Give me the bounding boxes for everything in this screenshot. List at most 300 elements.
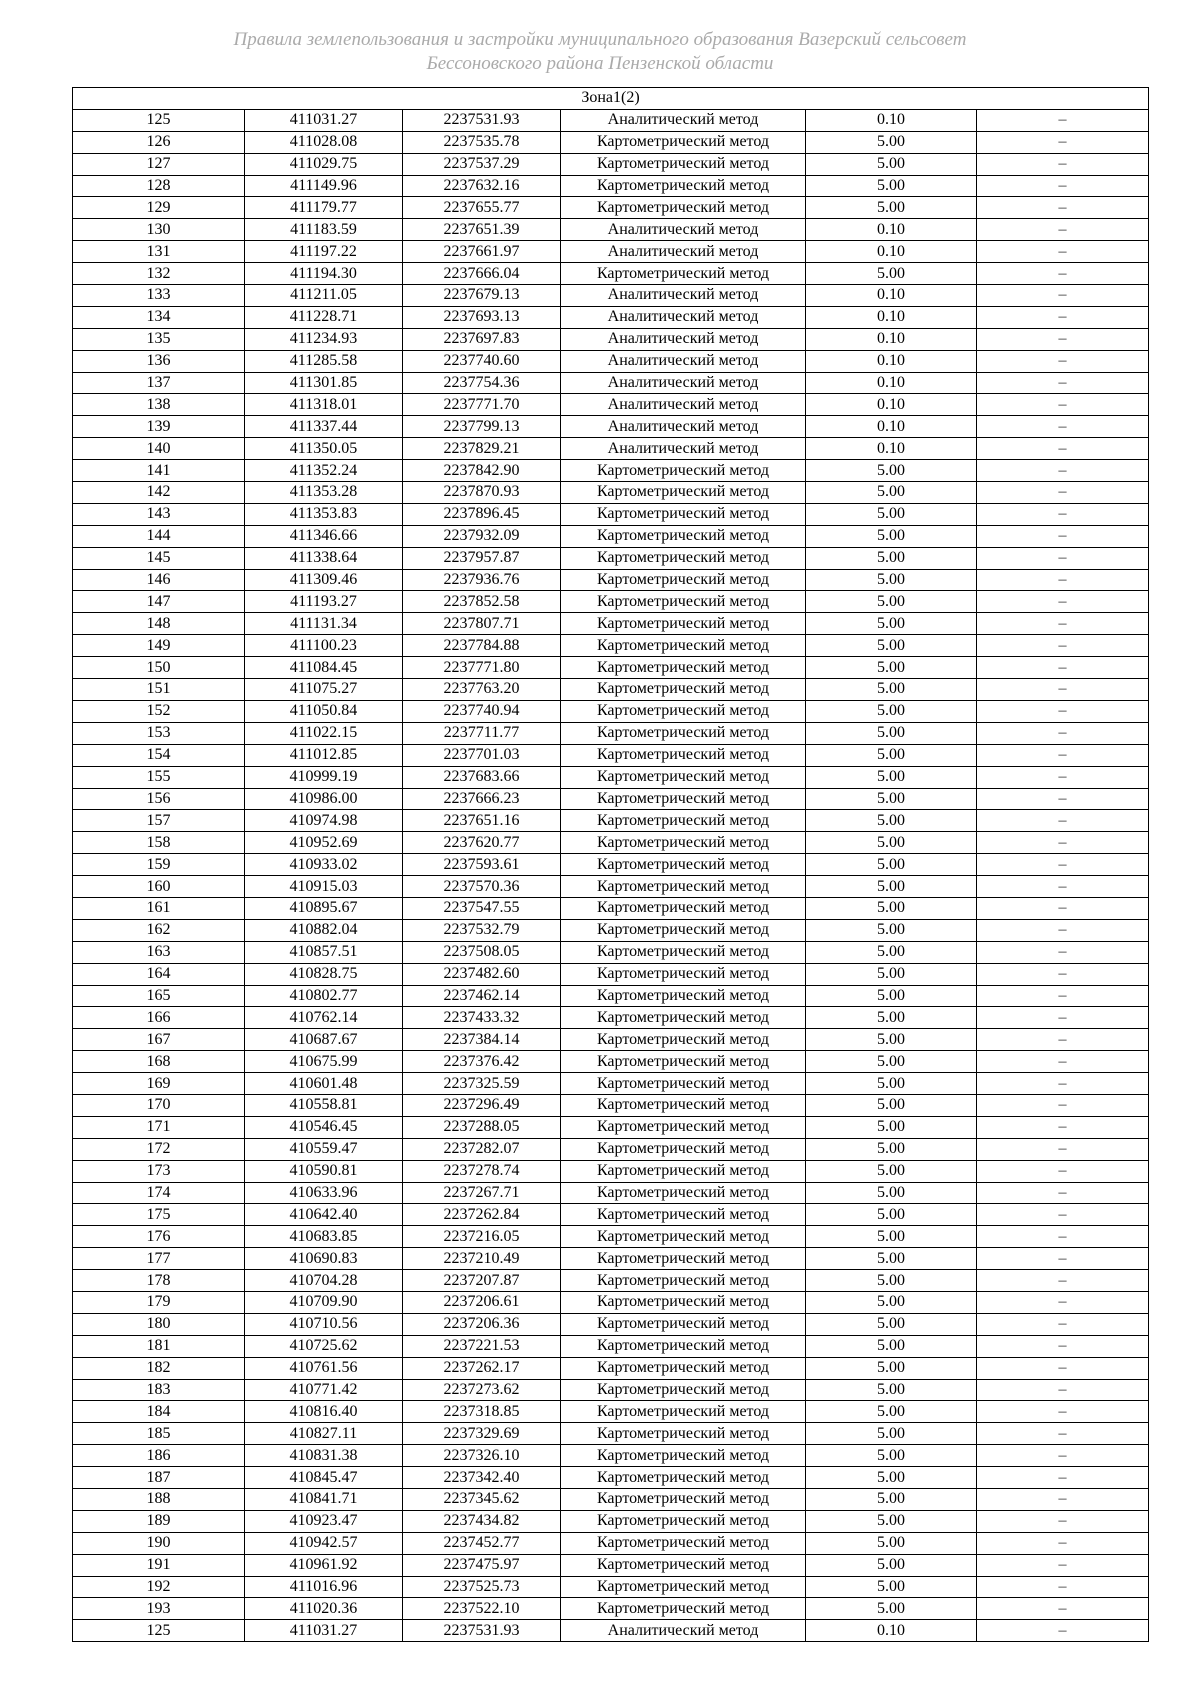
method-cell: Картометрический метод <box>561 744 806 766</box>
table-row <box>73 1335 1149 1357</box>
point-number-cell: 151 <box>73 679 245 701</box>
note-cell: – <box>977 1335 1149 1357</box>
note-cell: – <box>977 1445 1149 1467</box>
note-cell: – <box>977 263 1149 285</box>
table-row <box>73 876 1149 898</box>
x-coordinate-cell: 411149.96 <box>245 175 403 197</box>
point-number-cell: 189 <box>73 1510 245 1532</box>
point-number-cell: 133 <box>73 285 245 307</box>
accuracy-cell: 0.10 <box>806 350 977 372</box>
y-coordinate-cell: 2237651.39 <box>403 219 561 241</box>
header-line-1: Правила землепользования и застройки муниципального образования Вазерский сельсовет <box>233 29 967 50</box>
method-cell: Картометрический метод <box>561 1182 806 1204</box>
method-cell: Картометрический метод <box>561 1576 806 1598</box>
table-row <box>73 766 1149 788</box>
y-coordinate-cell: 2237278.74 <box>403 1160 561 1182</box>
x-coordinate-cell: 411016.96 <box>245 1576 403 1598</box>
accuracy-cell: 5.00 <box>806 1291 977 1313</box>
method-cell: Картометрический метод <box>561 679 806 701</box>
table-row <box>73 854 1149 876</box>
point-number-cell: 156 <box>73 788 245 810</box>
x-coordinate-cell: 410675.99 <box>245 1051 403 1073</box>
point-number-cell: 163 <box>73 941 245 963</box>
note-cell: – <box>977 679 1149 701</box>
y-coordinate-cell: 2237771.70 <box>403 394 561 416</box>
x-coordinate-cell: 410895.67 <box>245 897 403 919</box>
accuracy-cell: 5.00 <box>806 1423 977 1445</box>
note-cell: – <box>977 1073 1149 1095</box>
y-coordinate-cell: 2237318.85 <box>403 1401 561 1423</box>
note-cell: – <box>977 985 1149 1007</box>
method-cell: Картометрический метод <box>561 1313 806 1335</box>
method-cell: Картометрический метод <box>561 700 806 722</box>
x-coordinate-cell: 411337.44 <box>245 416 403 438</box>
point-number-cell: 143 <box>73 503 245 525</box>
x-coordinate-cell: 411020.36 <box>245 1598 403 1620</box>
table-row <box>73 788 1149 810</box>
method-cell: Картометрический метод <box>561 1291 806 1313</box>
point-number-cell: 169 <box>73 1073 245 1095</box>
method-cell: Картометрический метод <box>561 985 806 1007</box>
note-cell: – <box>977 1620 1149 1642</box>
accuracy-cell: 5.00 <box>806 1226 977 1248</box>
note-cell: – <box>977 175 1149 197</box>
method-cell: Картометрический метод <box>561 963 806 985</box>
y-coordinate-cell: 2237661.97 <box>403 241 561 263</box>
note-cell: – <box>977 635 1149 657</box>
x-coordinate-cell: 410558.81 <box>245 1094 403 1116</box>
y-coordinate-cell: 2237896.45 <box>403 503 561 525</box>
table-row <box>73 832 1149 854</box>
y-coordinate-cell: 2237206.61 <box>403 1291 561 1313</box>
note-cell: – <box>977 1116 1149 1138</box>
x-coordinate-cell: 410546.45 <box>245 1116 403 1138</box>
x-coordinate-cell: 410710.56 <box>245 1313 403 1335</box>
accuracy-cell: 5.00 <box>806 1489 977 1511</box>
x-coordinate-cell: 410816.40 <box>245 1401 403 1423</box>
accuracy-cell: 5.00 <box>806 766 977 788</box>
note-cell: – <box>977 285 1149 307</box>
method-cell: Картометрический метод <box>561 1467 806 1489</box>
accuracy-cell: 5.00 <box>806 1357 977 1379</box>
table-row <box>73 1357 1149 1379</box>
point-number-cell: 130 <box>73 219 245 241</box>
method-cell: Картометрический метод <box>561 1029 806 1051</box>
y-coordinate-cell: 2237697.83 <box>403 328 561 350</box>
x-coordinate-cell: 410999.19 <box>245 766 403 788</box>
note-cell: – <box>977 832 1149 854</box>
y-coordinate-cell: 2237711.77 <box>403 722 561 744</box>
point-number-cell: 183 <box>73 1379 245 1401</box>
table-row <box>73 350 1149 372</box>
point-number-cell: 144 <box>73 525 245 547</box>
method-cell: Аналитический метод <box>561 219 806 241</box>
y-coordinate-cell: 2237936.76 <box>403 569 561 591</box>
accuracy-cell: 5.00 <box>806 1116 977 1138</box>
accuracy-cell: 5.00 <box>806 503 977 525</box>
point-number-cell: 185 <box>73 1423 245 1445</box>
note-cell: – <box>977 350 1149 372</box>
table-row <box>73 1226 1149 1248</box>
table-row <box>73 1423 1149 1445</box>
note-cell: – <box>977 460 1149 482</box>
accuracy-cell: 5.00 <box>806 1094 977 1116</box>
table-row <box>73 569 1149 591</box>
y-coordinate-cell: 2237852.58 <box>403 591 561 613</box>
note-cell: – <box>977 197 1149 219</box>
point-number-cell: 131 <box>73 241 245 263</box>
x-coordinate-cell: 410915.03 <box>245 876 403 898</box>
table-row <box>73 241 1149 263</box>
x-coordinate-cell: 411301.85 <box>245 372 403 394</box>
coordinates-table <box>72 87 1149 1642</box>
note-cell: – <box>977 219 1149 241</box>
accuracy-cell: 5.00 <box>806 1007 977 1029</box>
x-coordinate-cell: 410845.47 <box>245 1467 403 1489</box>
point-number-cell: 179 <box>73 1291 245 1313</box>
accuracy-cell: 5.00 <box>806 1335 977 1357</box>
method-cell: Картометрический метод <box>561 635 806 657</box>
x-coordinate-cell: 410933.02 <box>245 854 403 876</box>
note-cell: – <box>977 1270 1149 1292</box>
table-row <box>73 1204 1149 1226</box>
table-row <box>73 131 1149 153</box>
point-number-cell: 146 <box>73 569 245 591</box>
point-number-cell: 141 <box>73 460 245 482</box>
table-row <box>73 722 1149 744</box>
table-row <box>73 328 1149 350</box>
y-coordinate-cell: 2237870.93 <box>403 482 561 504</box>
y-coordinate-cell: 2237221.53 <box>403 1335 561 1357</box>
accuracy-cell: 5.00 <box>806 1598 977 1620</box>
method-cell: Картометрический метод <box>561 1554 806 1576</box>
method-cell: Аналитический метод <box>561 350 806 372</box>
note-cell: – <box>977 613 1149 635</box>
note-cell: – <box>977 1598 1149 1620</box>
method-cell: Картометрический метод <box>561 1007 806 1029</box>
point-number-cell: 155 <box>73 766 245 788</box>
method-cell: Картометрический метод <box>561 131 806 153</box>
point-number-cell: 187 <box>73 1467 245 1489</box>
method-cell: Картометрический метод <box>561 1160 806 1182</box>
method-cell: Картометрический метод <box>561 1401 806 1423</box>
y-coordinate-cell: 2237434.82 <box>403 1510 561 1532</box>
point-number-cell: 125 <box>73 1620 245 1642</box>
note-cell: – <box>977 919 1149 941</box>
y-coordinate-cell: 2237296.49 <box>403 1094 561 1116</box>
x-coordinate-cell: 410709.90 <box>245 1291 403 1313</box>
method-cell: Картометрический метод <box>561 1357 806 1379</box>
accuracy-cell: 5.00 <box>806 963 977 985</box>
point-number-cell: 159 <box>73 854 245 876</box>
method-cell: Аналитический метод <box>561 1620 806 1642</box>
table-row <box>73 1510 1149 1532</box>
method-cell: Картометрический метод <box>561 1204 806 1226</box>
note-cell: – <box>977 394 1149 416</box>
table-row <box>73 285 1149 307</box>
accuracy-cell: 5.00 <box>806 1467 977 1489</box>
y-coordinate-cell: 2237632.16 <box>403 175 561 197</box>
accuracy-cell: 5.00 <box>806 744 977 766</box>
method-cell: Картометрический метод <box>561 1051 806 1073</box>
accuracy-cell: 5.00 <box>806 1138 977 1160</box>
note-cell: – <box>977 1291 1149 1313</box>
note-cell: – <box>977 372 1149 394</box>
method-cell: Аналитический метод <box>561 109 806 131</box>
table-row <box>73 547 1149 569</box>
y-coordinate-cell: 2237433.32 <box>403 1007 561 1029</box>
y-coordinate-cell: 2237325.59 <box>403 1073 561 1095</box>
table-row <box>73 591 1149 613</box>
y-coordinate-cell: 2237547.55 <box>403 897 561 919</box>
accuracy-cell: 5.00 <box>806 1204 977 1226</box>
accuracy-cell: 5.00 <box>806 788 977 810</box>
accuracy-cell: 5.00 <box>806 131 977 153</box>
method-cell: Картометрический метод <box>561 1489 806 1511</box>
note-cell: – <box>977 1576 1149 1598</box>
accuracy-cell: 5.00 <box>806 919 977 941</box>
method-cell: Аналитический метод <box>561 328 806 350</box>
method-cell: Картометрический метод <box>561 1248 806 1270</box>
table-row <box>73 1313 1149 1335</box>
table-row <box>73 679 1149 701</box>
accuracy-cell: 5.00 <box>806 591 977 613</box>
point-number-cell: 184 <box>73 1401 245 1423</box>
method-cell: Картометрический метод <box>561 1598 806 1620</box>
method-cell: Картометрический метод <box>561 1532 806 1554</box>
table-row <box>73 1554 1149 1576</box>
table-row <box>73 1401 1149 1423</box>
accuracy-cell: 5.00 <box>806 700 977 722</box>
method-cell: Картометрический метод <box>561 722 806 744</box>
table-row <box>73 744 1149 766</box>
note-cell: – <box>977 1226 1149 1248</box>
note-cell: – <box>977 1160 1149 1182</box>
table-row <box>73 1248 1149 1270</box>
method-cell: Картометрический метод <box>561 832 806 854</box>
note-cell: – <box>977 788 1149 810</box>
x-coordinate-cell: 411028.08 <box>245 131 403 153</box>
y-coordinate-cell: 2237531.93 <box>403 1620 561 1642</box>
note-cell: – <box>977 1029 1149 1051</box>
x-coordinate-cell: 411050.84 <box>245 700 403 722</box>
point-number-cell: 154 <box>73 744 245 766</box>
note-cell: – <box>977 131 1149 153</box>
x-coordinate-cell: 410687.67 <box>245 1029 403 1051</box>
y-coordinate-cell: 2237740.60 <box>403 350 561 372</box>
y-coordinate-cell: 2237462.14 <box>403 985 561 1007</box>
method-cell: Картометрический метод <box>561 525 806 547</box>
note-cell: – <box>977 306 1149 328</box>
x-coordinate-cell: 410857.51 <box>245 941 403 963</box>
y-coordinate-cell: 2237679.13 <box>403 285 561 307</box>
point-number-cell: 138 <box>73 394 245 416</box>
note-cell: – <box>977 328 1149 350</box>
y-coordinate-cell: 2237206.36 <box>403 1313 561 1335</box>
y-coordinate-cell: 2237207.87 <box>403 1270 561 1292</box>
table-row <box>73 810 1149 832</box>
y-coordinate-cell: 2237384.14 <box>403 1029 561 1051</box>
point-number-cell: 178 <box>73 1270 245 1292</box>
table-row <box>73 1270 1149 1292</box>
point-number-cell: 132 <box>73 263 245 285</box>
header-line-2: Бессоновского района Пензенской области <box>426 53 774 74</box>
point-number-cell: 193 <box>73 1598 245 1620</box>
accuracy-cell: 5.00 <box>806 1510 977 1532</box>
accuracy-cell: 0.10 <box>806 1620 977 1642</box>
y-coordinate-cell: 2237957.87 <box>403 547 561 569</box>
point-number-cell: 148 <box>73 613 245 635</box>
point-number-cell: 158 <box>73 832 245 854</box>
y-coordinate-cell: 2237666.23 <box>403 788 561 810</box>
point-number-cell: 182 <box>73 1357 245 1379</box>
table-row <box>73 306 1149 328</box>
y-coordinate-cell: 2237740.94 <box>403 700 561 722</box>
accuracy-cell: 0.10 <box>806 306 977 328</box>
y-coordinate-cell: 2237799.13 <box>403 416 561 438</box>
y-coordinate-cell: 2237829.21 <box>403 438 561 460</box>
x-coordinate-cell: 411353.28 <box>245 482 403 504</box>
x-coordinate-cell: 410952.69 <box>245 832 403 854</box>
x-coordinate-cell: 410590.81 <box>245 1160 403 1182</box>
method-cell: Картометрический метод <box>561 1270 806 1292</box>
method-cell: Картометрический метод <box>561 1116 806 1138</box>
note-cell: – <box>977 876 1149 898</box>
table-row <box>73 219 1149 241</box>
table-row <box>73 1489 1149 1511</box>
accuracy-cell: 5.00 <box>806 1401 977 1423</box>
point-number-cell: 147 <box>73 591 245 613</box>
x-coordinate-cell: 411285.58 <box>245 350 403 372</box>
y-coordinate-cell: 2237651.16 <box>403 810 561 832</box>
accuracy-cell: 5.00 <box>806 482 977 504</box>
table-row <box>73 372 1149 394</box>
point-number-cell: 134 <box>73 306 245 328</box>
table-row <box>73 1138 1149 1160</box>
accuracy-cell: 5.00 <box>806 197 977 219</box>
x-coordinate-cell: 411352.24 <box>245 460 403 482</box>
x-coordinate-cell: 410683.85 <box>245 1226 403 1248</box>
table-row <box>73 1598 1149 1620</box>
y-coordinate-cell: 2237508.05 <box>403 941 561 963</box>
accuracy-cell: 5.00 <box>806 569 977 591</box>
table-row <box>73 941 1149 963</box>
x-coordinate-cell: 411194.30 <box>245 263 403 285</box>
point-number-cell: 149 <box>73 635 245 657</box>
x-coordinate-cell: 410601.48 <box>245 1073 403 1095</box>
y-coordinate-cell: 2237532.79 <box>403 919 561 941</box>
y-coordinate-cell: 2237525.73 <box>403 1576 561 1598</box>
x-coordinate-cell: 410761.56 <box>245 1357 403 1379</box>
y-coordinate-cell: 2237932.09 <box>403 525 561 547</box>
point-number-cell: 165 <box>73 985 245 1007</box>
point-number-cell: 170 <box>73 1094 245 1116</box>
table-row <box>73 197 1149 219</box>
note-cell: – <box>977 897 1149 919</box>
accuracy-cell: 0.10 <box>806 438 977 460</box>
method-cell: Картометрический метод <box>561 175 806 197</box>
accuracy-cell: 5.00 <box>806 635 977 657</box>
note-cell: – <box>977 482 1149 504</box>
method-cell: Аналитический метод <box>561 372 806 394</box>
point-number-cell: 150 <box>73 657 245 679</box>
accuracy-cell: 5.00 <box>806 1576 977 1598</box>
point-number-cell: 140 <box>73 438 245 460</box>
point-number-cell: 139 <box>73 416 245 438</box>
x-coordinate-cell: 411012.85 <box>245 744 403 766</box>
method-cell: Картометрический метод <box>561 1226 806 1248</box>
y-coordinate-cell: 2237535.78 <box>403 131 561 153</box>
method-cell: Картометрический метод <box>561 1138 806 1160</box>
method-cell: Картометрический метод <box>561 153 806 175</box>
point-number-cell: 136 <box>73 350 245 372</box>
y-coordinate-cell: 2237216.05 <box>403 1226 561 1248</box>
accuracy-cell: 5.00 <box>806 613 977 635</box>
y-coordinate-cell: 2237784.88 <box>403 635 561 657</box>
y-coordinate-cell: 2237771.80 <box>403 657 561 679</box>
note-cell: – <box>977 854 1149 876</box>
method-cell: Картометрический метод <box>561 788 806 810</box>
note-cell: – <box>977 569 1149 591</box>
point-number-cell: 135 <box>73 328 245 350</box>
x-coordinate-cell: 411346.66 <box>245 525 403 547</box>
accuracy-cell: 5.00 <box>806 1160 977 1182</box>
note-cell: – <box>977 1510 1149 1532</box>
accuracy-cell: 5.00 <box>806 1445 977 1467</box>
x-coordinate-cell: 410974.98 <box>245 810 403 832</box>
method-cell: Аналитический метод <box>561 438 806 460</box>
accuracy-cell: 5.00 <box>806 679 977 701</box>
y-coordinate-cell: 2237262.84 <box>403 1204 561 1226</box>
table-row <box>73 897 1149 919</box>
table-row <box>73 919 1149 941</box>
method-cell: Картометрический метод <box>561 766 806 788</box>
note-cell: – <box>977 1094 1149 1116</box>
method-cell: Картометрический метод <box>561 1445 806 1467</box>
note-cell: – <box>977 1182 1149 1204</box>
accuracy-cell: 5.00 <box>806 1313 977 1335</box>
method-cell: Картометрический метод <box>561 569 806 591</box>
point-number-cell: 175 <box>73 1204 245 1226</box>
x-coordinate-cell: 410704.28 <box>245 1270 403 1292</box>
accuracy-cell: 5.00 <box>806 897 977 919</box>
point-number-cell: 145 <box>73 547 245 569</box>
method-cell: Картометрический метод <box>561 919 806 941</box>
y-coordinate-cell: 2237593.61 <box>403 854 561 876</box>
y-coordinate-cell: 2237763.20 <box>403 679 561 701</box>
x-coordinate-cell: 411318.01 <box>245 394 403 416</box>
x-coordinate-cell: 410690.83 <box>245 1248 403 1270</box>
accuracy-cell: 5.00 <box>806 1182 977 1204</box>
y-coordinate-cell: 2237273.62 <box>403 1379 561 1401</box>
accuracy-cell: 5.00 <box>806 832 977 854</box>
method-cell: Картометрический метод <box>561 876 806 898</box>
table-row <box>73 1182 1149 1204</box>
table-row <box>73 985 1149 1007</box>
y-coordinate-cell: 2237262.17 <box>403 1357 561 1379</box>
method-cell: Картометрический метод <box>561 613 806 635</box>
table-row <box>73 1467 1149 1489</box>
note-cell: – <box>977 525 1149 547</box>
method-cell: Картометрический метод <box>561 1510 806 1532</box>
method-cell: Аналитический метод <box>561 394 806 416</box>
table-row <box>73 263 1149 285</box>
point-number-cell: 160 <box>73 876 245 898</box>
point-number-cell: 186 <box>73 1445 245 1467</box>
x-coordinate-cell: 410986.00 <box>245 788 403 810</box>
x-coordinate-cell: 411338.64 <box>245 547 403 569</box>
table-row <box>73 438 1149 460</box>
